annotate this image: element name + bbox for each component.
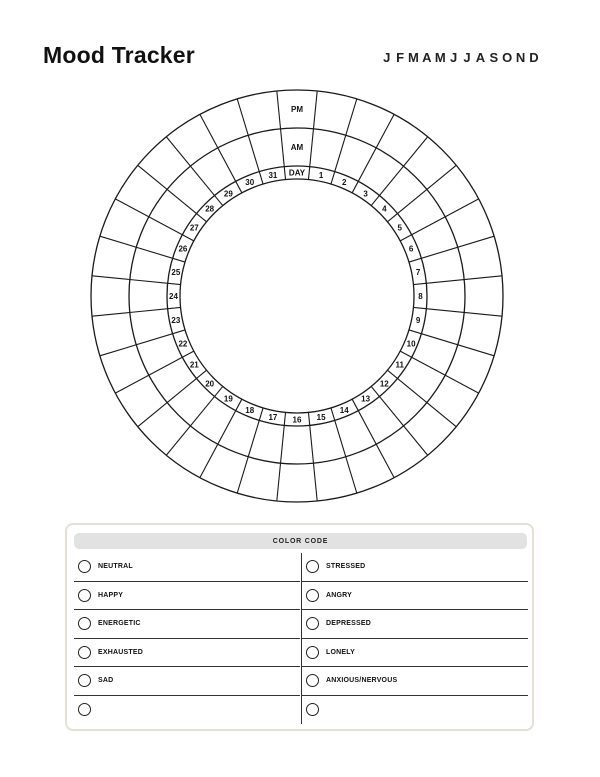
month-oct[interactable]: O	[502, 50, 513, 65]
mood-label: LONELY	[326, 648, 355, 656]
color-code-row	[74, 667, 300, 696]
day-number: 31	[268, 170, 278, 180]
wheel-divider	[277, 91, 286, 180]
wheel-ring-0	[180, 179, 414, 416]
color-swatch-circle[interactable]	[78, 560, 91, 573]
month-apr[interactable]: A	[422, 50, 432, 65]
color-swatch-circle[interactable]	[306, 560, 319, 573]
color-code-row	[302, 639, 528, 668]
color-code-row	[302, 696, 528, 725]
wheel-divider	[237, 408, 263, 493]
day-number: 9	[415, 316, 421, 326]
month-dec[interactable]: D	[529, 50, 539, 65]
day-number: 29	[223, 189, 233, 199]
day-number: 8	[418, 292, 423, 301]
color-swatch-circle[interactable]	[306, 646, 319, 659]
month-jun[interactable]: J	[450, 50, 458, 65]
color-code-row	[74, 639, 300, 668]
day-number: 26	[178, 244, 188, 254]
color-swatch-circle[interactable]	[306, 674, 319, 687]
wheel-divider	[92, 307, 181, 316]
color-code-left-column	[74, 553, 300, 724]
mood-label: EXHAUSTED	[98, 648, 143, 656]
day-number: 12	[379, 379, 389, 389]
month-jan[interactable]: J	[383, 50, 391, 65]
month-feb[interactable]: F	[396, 50, 405, 65]
month-aug[interactable]: A	[475, 50, 486, 65]
day-number: 11	[395, 360, 404, 370]
color-code-panel	[65, 523, 534, 731]
wheel-divider	[115, 199, 193, 241]
ring-label-pm: PM	[291, 105, 303, 114]
wheel-divider	[413, 307, 502, 316]
day-number: 30	[245, 177, 255, 187]
wheel-divider	[92, 276, 181, 285]
mood-label: SAD	[98, 677, 114, 685]
mood-label: ANXIOUS/NERVOUS	[326, 677, 398, 685]
day-number: 16	[292, 415, 302, 425]
wheel-divider	[400, 199, 478, 241]
mood-label: ENERGETIC	[98, 620, 141, 628]
day-number: 20	[205, 379, 215, 389]
wheel-divider	[237, 99, 263, 184]
color-swatch-circle[interactable]	[78, 617, 91, 630]
day-number: 2	[342, 177, 347, 187]
day-number: 5	[397, 223, 402, 233]
color-code-row	[74, 696, 300, 725]
color-code-row	[74, 610, 300, 639]
color-swatch-circle[interactable]	[78, 646, 91, 659]
color-swatch-circle[interactable]	[306, 703, 319, 716]
wheel-divider	[331, 99, 357, 184]
day-number: 4	[382, 204, 387, 214]
color-code-row	[74, 582, 300, 611]
wheel-divider	[406, 330, 494, 356]
day-number: 24	[169, 292, 178, 301]
day-number: 22	[178, 339, 188, 349]
color-code-header: COLOR CODE	[74, 533, 527, 549]
wheel-divider	[115, 351, 193, 393]
color-swatch-circle[interactable]	[78, 703, 91, 716]
color-swatch-circle[interactable]	[306, 617, 319, 630]
day-number: 27	[189, 223, 199, 233]
day-number: 17	[268, 413, 278, 423]
day-number: 6	[408, 244, 414, 254]
month-may[interactable]: M	[434, 50, 446, 65]
color-swatch-circle[interactable]	[78, 674, 91, 687]
day-number: 25	[171, 267, 181, 277]
wheel-divider	[100, 236, 188, 262]
month-mar[interactable]: M	[408, 50, 419, 65]
mood-label: NEUTRAL	[98, 563, 133, 571]
day-number: 13	[361, 394, 371, 404]
page-title: Mood Tracker	[43, 42, 195, 68]
color-swatch-circle[interactable]	[306, 589, 319, 602]
mood-label: DEPRESSED	[326, 620, 371, 628]
wheel-divider	[413, 276, 502, 285]
ring-label-am: AM	[290, 143, 304, 152]
color-code-row	[302, 610, 528, 639]
day-number: 14	[339, 406, 349, 416]
wheel-divider	[331, 408, 357, 493]
wheel-divider	[200, 114, 242, 192]
wheel-divider	[352, 114, 394, 192]
color-code-right-column	[301, 553, 528, 724]
color-code-row	[302, 582, 528, 611]
day-number: 15	[316, 413, 326, 423]
wheel-divider	[277, 412, 286, 501]
mood-label: HAPPY	[98, 591, 124, 599]
month-jul[interactable]: J	[463, 50, 471, 65]
day-number: 21	[189, 360, 199, 370]
wheel-divider	[400, 351, 478, 393]
month-sep[interactable]: S	[489, 50, 499, 65]
ring-label-day: DAY	[288, 168, 306, 178]
day-number: 7	[415, 267, 421, 277]
day-number: 1	[318, 170, 324, 180]
color-swatch-circle[interactable]	[78, 589, 91, 602]
day-number: 23	[171, 316, 181, 326]
wheel-divider	[308, 412, 317, 501]
day-number: 28	[205, 204, 215, 214]
day-number: 10	[406, 339, 416, 349]
day-number: 19	[223, 394, 233, 404]
day-number: 3	[363, 189, 368, 199]
day-number: 18	[245, 406, 255, 416]
color-code-row	[74, 553, 300, 582]
wheel-divider	[200, 399, 242, 477]
wheel-divider	[100, 330, 188, 356]
mood-label: ANGRY	[326, 591, 353, 599]
color-code-row	[302, 553, 528, 582]
mood-label: STRESSED	[326, 563, 366, 571]
wheel-divider	[352, 399, 394, 477]
color-code-row	[302, 667, 528, 696]
month-nov[interactable]: N	[515, 50, 526, 65]
wheel-divider	[308, 91, 317, 180]
wheel-divider	[409, 236, 494, 262]
